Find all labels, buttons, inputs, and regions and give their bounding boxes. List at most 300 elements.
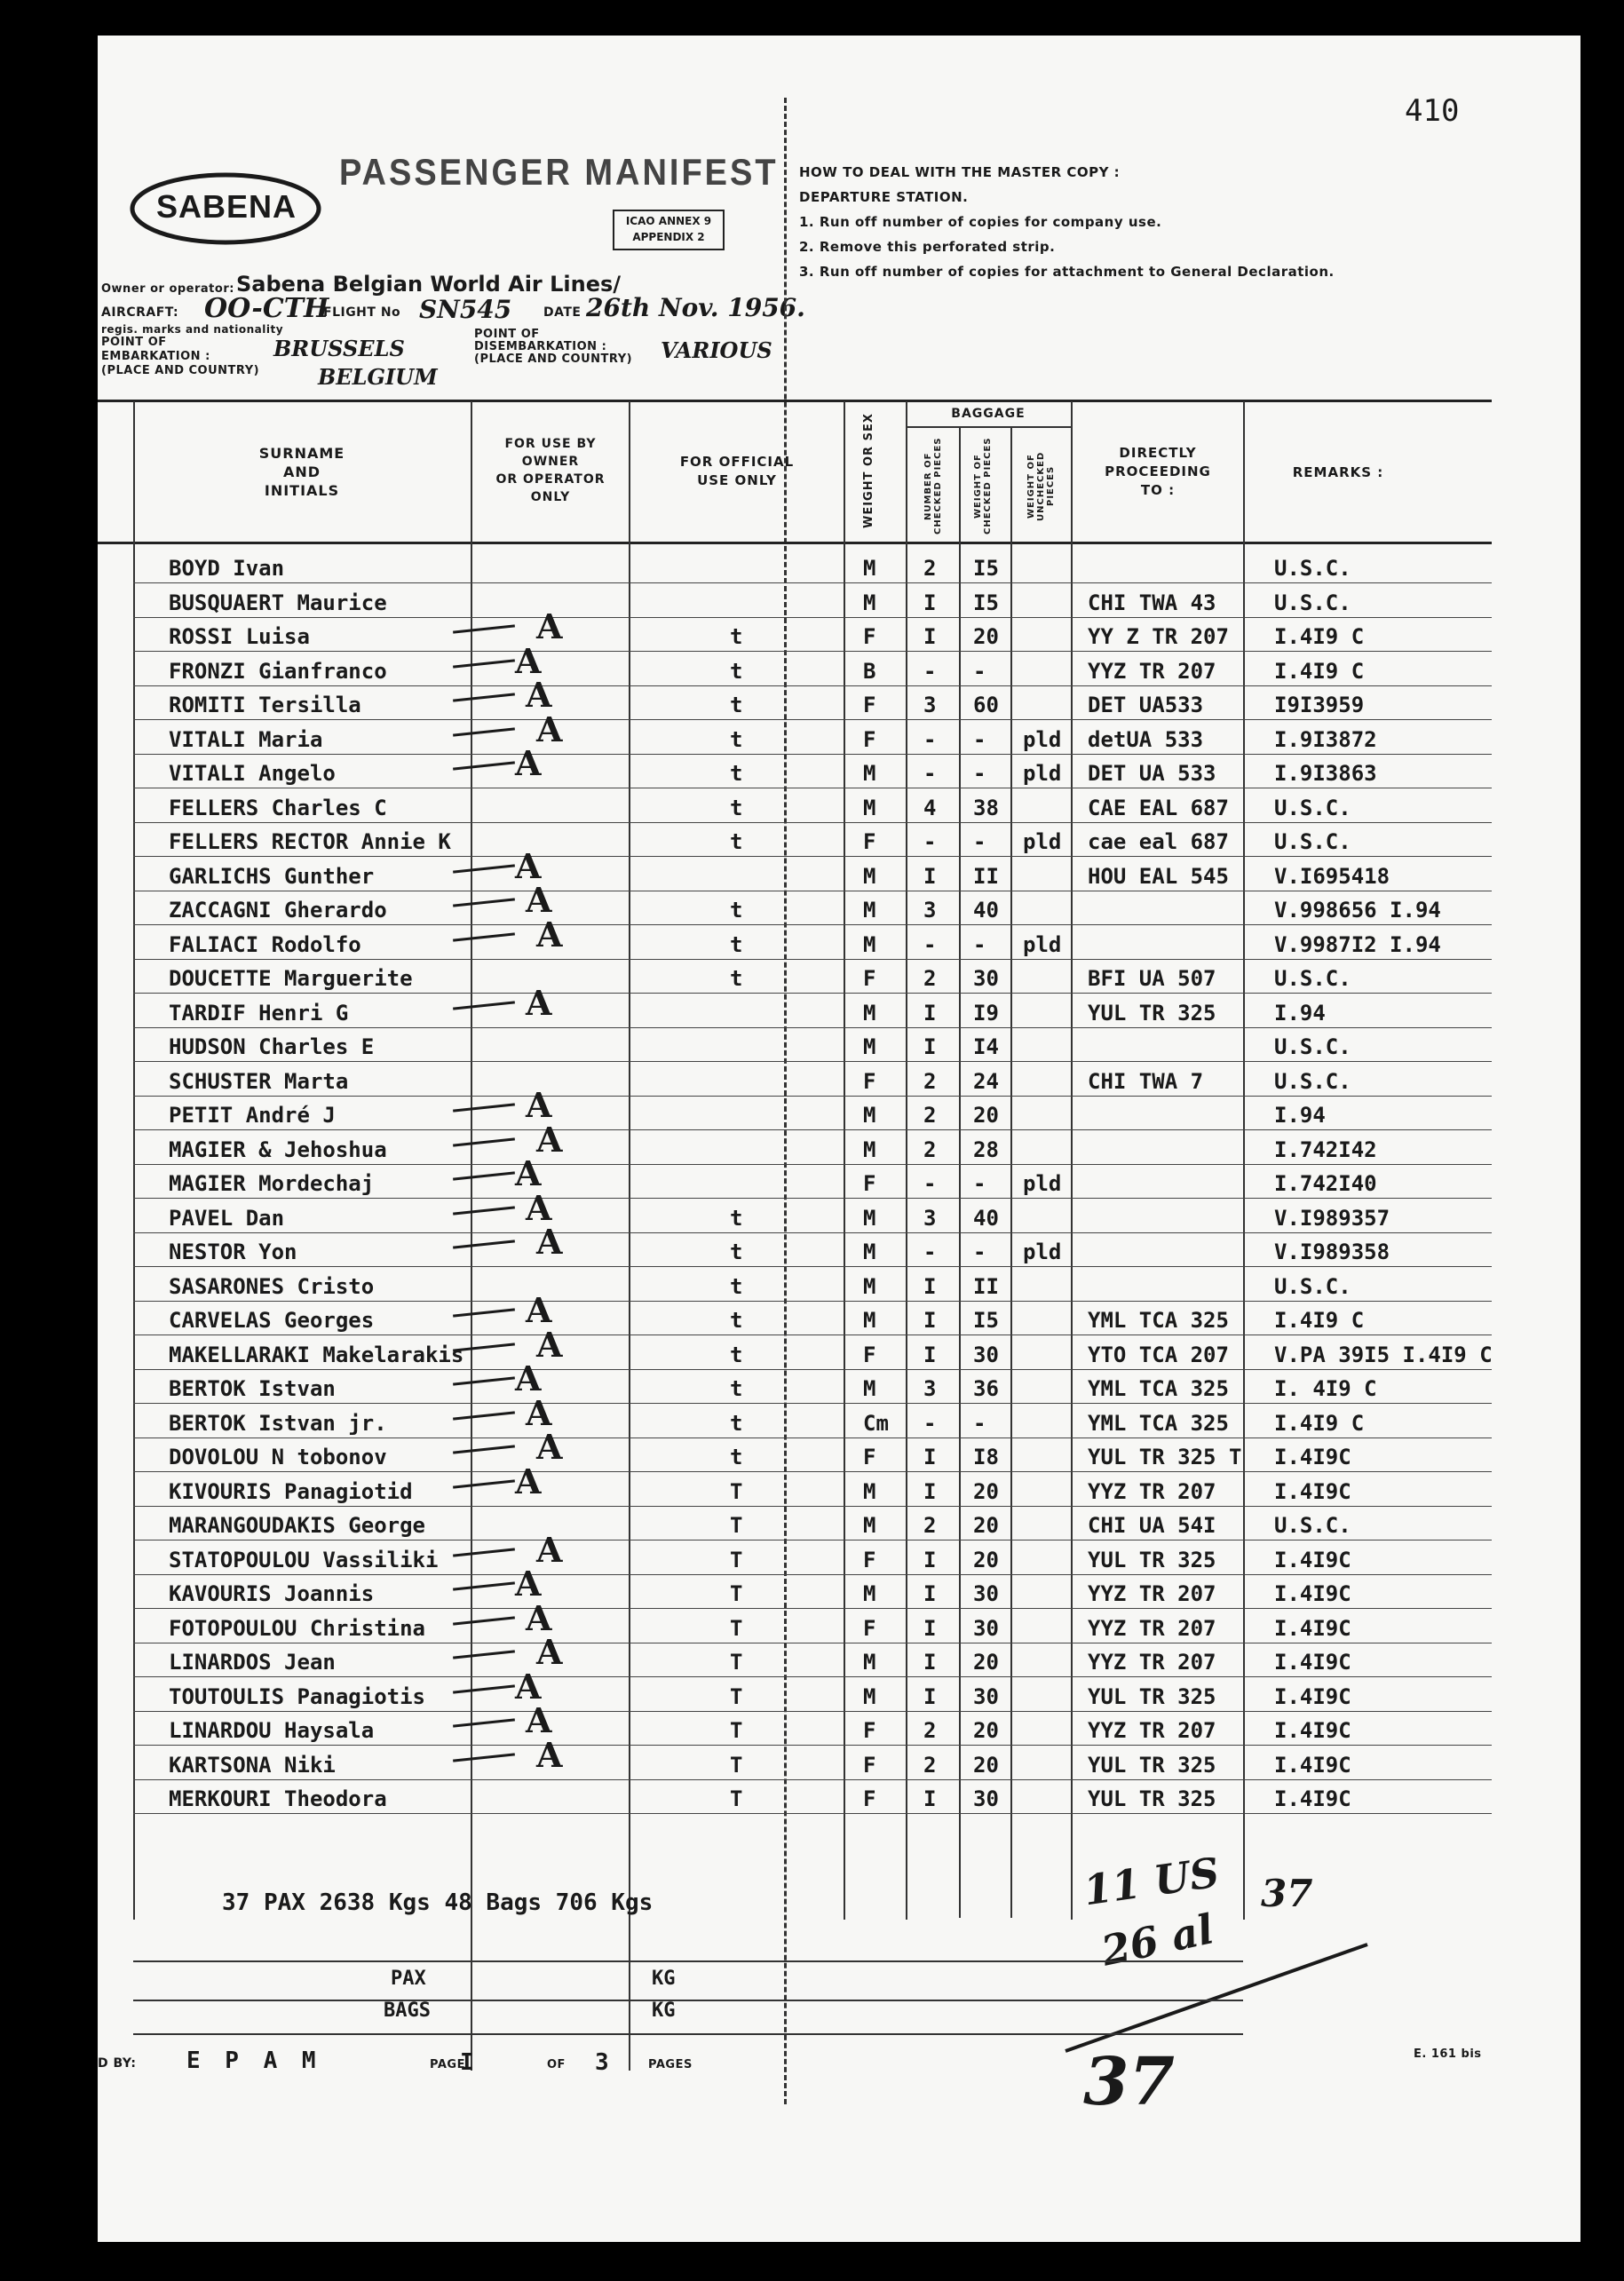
passenger-name: SCHUSTER Marta [169,1068,349,1094]
proceeding-to: YYZ TR 207 [1088,1650,1216,1675]
table-row [98,619,1483,653]
remarks: V.I989357 [1274,1205,1390,1231]
official-use-mark: t [730,1376,743,1401]
passenger-name: ZACCAGNI Gherardo [169,898,387,923]
handwritten-a-mark: A [526,1085,552,1125]
weight-or-sex: M [863,1034,876,1059]
proceeding-to: YUL TR 325 [1088,1000,1216,1026]
official-use-mark: t [730,1410,743,1436]
manifest-page [98,36,1580,2242]
weight-or-sex: M [863,1273,876,1299]
disembark-label [474,329,632,366]
checked-weight: 36 [973,1376,999,1401]
checked-weight: 30 [973,1342,999,1367]
row-rule [133,856,1492,857]
weight-or-sex: F [863,1752,876,1778]
handwritten-a-mark: A [515,1358,542,1398]
checked-weight: 20 [973,1752,999,1778]
official-use-mark: t [730,1205,743,1231]
unchecked-pieces: pld [1023,931,1062,957]
checked-weight: 30 [973,1615,999,1641]
row-rule [133,1676,1492,1677]
row-rule [133,617,1492,618]
official-use-mark: t [730,829,743,854]
weight-or-sex: M [863,1376,876,1401]
checked-pieces: I [923,1034,937,1059]
remarks: U.S.C. [1274,966,1351,991]
remarks: I9I3959 [1274,693,1365,717]
passenger-name: BUSQUAERT Maurice [169,590,387,615]
row-rule [133,1198,1492,1199]
checked-weight: II [973,1273,999,1299]
handwritten-a-mark: A [536,1324,563,1365]
official-use-mark: t [730,693,743,717]
table-row [98,1097,1483,1131]
passenger-name: DOUCETTE Marguerite [169,966,413,991]
remarks: V.I989358 [1274,1240,1390,1264]
handwritten-a-mark: A [526,982,552,1023]
table-row [98,687,1483,721]
table-row [98,1269,1483,1303]
handwritten-a-mark: A [536,1427,563,1467]
disembark-value: VARIOUS [661,337,772,363]
official-use-mark: T [730,1718,743,1743]
checked-weight: 30 [973,1683,999,1709]
row-rule [133,1096,1492,1097]
checked-pieces: 2 [923,1137,937,1162]
proceeding-to: detUA 533 [1088,726,1204,752]
handwritten-a-mark: A [526,1700,552,1740]
weight-or-sex: M [863,931,876,957]
checked-weight: 20 [973,1547,999,1572]
row-rule [133,1574,1492,1575]
weight-or-sex: M [863,1137,876,1162]
passenger-name: ROMITI Tersilla [169,693,361,717]
checked-weight: - [973,931,986,957]
weight-or-sex: M [863,795,876,820]
checked-pieces: 2 [923,556,937,581]
handwritten-a-mark: A [515,1461,542,1501]
totals-line: 37 PAX 2638 Kgs 48 Bags 706 Kgs [222,1889,654,1916]
handwritten-a-mark: A [526,1290,552,1330]
form-code: E. 161 bis [1414,2047,1482,2061]
weight-or-sex: M [863,1513,876,1538]
row-rule [133,685,1492,686]
passenger-name: MARANGOUDAKIS George [169,1513,425,1538]
baggage-rule [906,426,1071,428]
disembark-label-3: (PLACE AND COUNTRY) [474,352,633,366]
checked-pieces: I [923,1547,937,1572]
row-rule [133,1232,1492,1233]
handwritten-a-mark: A [536,1529,563,1570]
passenger-name: MERKOURI Theodora [169,1786,387,1811]
weight-or-sex: M [863,1478,876,1504]
weight-or-sex: M [863,556,876,581]
aircraft-value: OO-CTH [204,293,329,324]
remarks: I.9I3872 [1274,726,1377,752]
official-use-mark: t [730,898,743,923]
proceeding-to: YY Z TR 207 [1088,624,1229,649]
checked-weight: 60 [973,693,999,717]
col-weight-sex-header: WEIGHT OR SEX [862,413,875,528]
proceeding-to: YUL TR 325 T [1088,1445,1242,1469]
passenger-name: FRONZI Gianfranco [169,658,387,684]
checked-pieces: 2 [923,966,937,991]
row-rule [133,1813,1492,1814]
passenger-name: LINARDOU Haysala [169,1718,375,1743]
remarks: V.998656 I.94 [1274,898,1441,923]
row-rule [133,719,1492,720]
remarks: V.I695418 [1274,863,1390,889]
passenger-name: KAVOURIS Joannis [169,1581,375,1606]
logo-text: SABENA [155,188,297,225]
icao-box [613,210,725,250]
weight-or-sex: M [863,590,876,615]
passenger-name: TARDIF Henri G [169,1000,349,1026]
checked-weight: - [973,829,986,854]
checked-pieces: 2 [923,1718,937,1743]
table-row [98,1611,1483,1644]
row-rule [133,993,1492,994]
proceeding-to: YUL TR 325 [1088,1786,1216,1811]
checked-weight: II [973,863,999,889]
weight-or-sex: F [863,1786,876,1811]
checked-weight: - [973,658,986,684]
passenger-name: PAVEL Dan [169,1205,285,1231]
handwritten-a-mark: A [515,743,542,783]
row-rule [133,1471,1492,1472]
handwritten-a-mark: A [536,1632,563,1672]
official-use-mark: T [730,1615,743,1641]
proceeding-to: DET UA533 [1088,693,1204,717]
col-weight-unchecked-header: WEIGHT OF UNCHECKED PIECES [1026,451,1056,521]
official-use-mark: T [730,1478,743,1504]
remarks: I. 4I9 C [1274,1376,1377,1401]
table-row [98,790,1483,824]
checked-pieces: - [923,1410,937,1436]
weight-or-sex: F [863,1547,876,1572]
col-owner-header: FOR USE BY OWNER OR OPERATOR ONLY [495,437,606,504]
official-use-mark: t [730,1342,743,1367]
proceeding-to: HOU EAL 545 [1088,863,1229,889]
official-use-mark: t [730,624,743,649]
proceeding-to: YYZ TR 207 [1088,1718,1216,1743]
row-rule [133,582,1492,583]
table-row [98,1679,1483,1713]
passenger-name: NESTOR Yon [169,1240,297,1264]
proceeding-to: YYZ TR 207 [1088,1581,1216,1606]
official-use-mark: T [730,1513,743,1538]
table-row [98,1644,1483,1678]
handwritten-a-mark: A [536,914,563,954]
summary-rule [133,2033,1243,2035]
checked-pieces: - [923,1171,937,1196]
weight-or-sex: F [863,1171,876,1196]
table-row [98,824,1483,858]
row-rule [133,959,1492,960]
checked-weight: 30 [973,1786,999,1811]
row-rule [133,651,1492,652]
checked-pieces: - [923,931,937,957]
passenger-name: GARLICHS Gunther [169,863,375,889]
weight-or-sex: F [863,1068,876,1094]
hand-strike-line [1057,1936,1376,2060]
footer-pages-label: PAGES [648,2058,693,2071]
official-use-mark: T [730,1547,743,1572]
instruction-1: 1. Run off number of copies for company use. [799,214,1162,230]
checked-weight: - [973,726,986,752]
checked-pieces: 2 [923,1513,937,1538]
passenger-name: STATOPOULOU Vassiliki [169,1547,439,1572]
checked-pieces: - [923,829,937,854]
checked-pieces: I [923,1273,937,1299]
remarks: I.4I9C [1274,1718,1351,1743]
page-number: 410 [1405,93,1460,129]
checked-pieces: I [923,1342,937,1367]
remarks: I.4I9C [1274,1615,1351,1641]
row-rule [133,1403,1492,1404]
proceeding-to: YML TCA 325 [1088,1410,1229,1436]
checked-pieces: 2 [923,1752,937,1778]
row-rule [133,1301,1492,1302]
proceeding-to: YUL TR 325 [1088,1752,1216,1778]
row-rule [133,1608,1492,1609]
passenger-name: BERTOK Istvan jr. [169,1410,387,1436]
table-row [98,859,1483,892]
passenger-name: VITALI Angelo [169,761,336,786]
hand-total-al: 26 al [1097,1905,1218,1976]
embark-label-2: EMBARKATION : [101,350,210,363]
checked-pieces: 3 [923,693,937,717]
remarks: U.S.C. [1274,1034,1351,1059]
remarks: U.S.C. [1274,1068,1351,1094]
official-use-mark: t [730,1445,743,1469]
flight-label: FLIGHT No [323,305,401,320]
disembark-label-1: POINT OF [474,328,540,341]
checked-pieces: I [923,1000,937,1026]
weight-or-sex: B [863,658,876,684]
weight-or-sex: F [863,1445,876,1469]
proceeding-to: CHI TWA 43 [1088,590,1216,615]
handwritten-a-mark: A [526,675,552,715]
remarks: I.4I9 C [1274,1410,1365,1436]
handwritten-a-mark: A [515,1666,542,1707]
weight-or-sex: F [863,829,876,854]
table-row [98,1029,1483,1063]
weight-or-sex: F [863,1615,876,1641]
instruction-heading: HOW TO DEAL WITH THE MASTER COPY : [799,164,1121,180]
row-rule [133,1164,1492,1165]
weight-or-sex: M [863,863,876,889]
weight-or-sex: M [863,1650,876,1675]
footer-page-label: PAGE [430,2058,465,2071]
official-use-mark: t [730,966,743,991]
table-top-rule [98,400,1492,402]
official-use-mark: T [730,1786,743,1811]
table-row [98,1713,1483,1746]
checked-weight: 20 [973,1513,999,1538]
row-rule [133,1506,1492,1507]
checked-pieces: I [923,863,937,889]
table-row [98,1132,1483,1166]
remarks: I.4I9 C [1274,624,1365,649]
handwritten-a-mark: A [536,1222,563,1262]
checked-pieces: I [923,590,937,615]
proceeding-to: YYZ TR 207 [1088,1615,1216,1641]
passenger-name: KIVOURIS Panagiotid [169,1478,413,1504]
row-rule [133,924,1492,925]
table-row [98,1064,1483,1097]
checked-pieces: - [923,726,937,752]
table-row [98,1166,1483,1200]
remarks: U.S.C. [1274,556,1351,581]
summary-pax-kg: KG [652,1968,676,1990]
checked-pieces: I [923,1478,937,1504]
official-use-mark: t [730,1308,743,1333]
row-rule [133,1061,1492,1062]
remarks: I.4I9C [1274,1547,1351,1572]
checked-pieces: I [923,1615,937,1641]
checked-weight: 20 [973,1650,999,1675]
weight-or-sex: F [863,1718,876,1743]
row-rule [133,1779,1492,1780]
footer-by-label: D BY: [98,2056,137,2071]
table-row [98,1474,1483,1508]
flight-value: SN545 [419,295,512,324]
instruction-3: 3. Run off number of copies for attachment to General Declaration. [799,264,1335,280]
col-surname-header: SURNAME AND INITIALS [258,445,345,499]
handwritten-a-mark: A [536,1119,563,1160]
remarks: U.S.C. [1274,590,1351,615]
page-title: PASSENGER MANIFEST [339,152,779,194]
unchecked-pieces: pld [1023,726,1062,752]
checked-pieces: 3 [923,898,937,923]
weight-or-sex: M [863,1103,876,1128]
table-row [98,1371,1483,1405]
table-row [98,756,1483,789]
checked-weight: I5 [973,590,999,615]
icao-line-1: ICAO ANNEX 9 [625,215,712,227]
proceeding-to: BFI UA 507 [1088,966,1216,991]
passenger-name: CARVELAS Georges [169,1308,375,1333]
disembark-label-2: DISEMBARKATION : [474,340,607,353]
passenger-name: FALIACI Rodolfo [169,931,361,957]
weight-or-sex: F [863,966,876,991]
hand-total-37a: 37 [1261,1872,1313,1915]
official-use-mark: t [730,726,743,752]
col-num-checked-header: NUMBER OF CHECKED PIECES [923,437,943,535]
handwritten-a-mark: A [526,1392,552,1433]
checked-weight: 40 [973,898,999,923]
checked-pieces: I [923,1581,937,1606]
instructions [799,160,1335,284]
row-rule [133,1369,1492,1370]
passenger-name: FELLERS Charles C [169,795,387,820]
table-row [98,1234,1483,1268]
checked-pieces: I [923,1683,937,1709]
weight-or-sex: M [863,898,876,923]
col-weight-checked-header: WEIGHT OF CHECKED PIECES [973,437,993,535]
table-header-rule [98,542,1492,544]
remarks: U.S.C. [1274,1513,1351,1538]
handwritten-a-mark: A [536,606,563,646]
passenger-name: ROSSI Luisa [169,624,310,649]
checked-weight: I5 [973,556,999,581]
operator-value: Sabena Belgian World Air Lines/ [236,272,622,297]
checked-weight: 38 [973,795,999,820]
remarks: I.4I9C [1274,1683,1351,1709]
handwritten-a-mark: A [536,1734,563,1775]
handwritten-a-mark: A [536,709,563,749]
summary-rule [133,1960,1243,1962]
passenger-name: MAGIER & Jehoshua [169,1137,387,1162]
checked-weight: 20 [973,1478,999,1504]
handwritten-a-mark: A [515,1153,542,1193]
official-use-mark: t [730,1273,743,1299]
col-official-header: FOR OFFICIAL USE ONLY [679,454,795,488]
instruction-station: DEPARTURE STATION. [799,189,969,205]
weight-or-sex: M [863,1000,876,1026]
official-use-mark: t [730,795,743,820]
embark-label-3: (PLACE AND COUNTRY) [101,364,260,377]
unchecked-pieces: pld [1023,761,1062,786]
checked-weight: I5 [973,1308,999,1333]
hand-total-us: 11 US [1080,1848,1223,1915]
official-use-mark: T [730,1752,743,1778]
weight-or-sex: F [863,726,876,752]
embark-label [101,336,259,378]
proceeding-to: CHI TWA 7 [1088,1068,1204,1094]
table-row [98,1747,1483,1781]
proceeding-to: YUL TR 325 [1088,1547,1216,1572]
passenger-name: BERTOK Istvan [169,1376,336,1401]
summary-rule [133,2000,1243,2001]
checked-pieces: - [923,1240,937,1264]
remarks: I.94 [1274,1000,1326,1026]
passenger-name: DOVOLOU N tobonov [169,1445,387,1469]
checked-weight: - [973,1240,986,1264]
aircraft-sub-label: regis. marks and nationality [101,323,284,336]
checked-pieces: - [923,658,937,684]
table-row [98,653,1483,687]
table-row [98,722,1483,756]
weight-or-sex: M [863,1581,876,1606]
embark-country: BELGIUM [318,364,438,390]
proceeding-to: cae eal 687 [1088,829,1229,854]
proceeding-to: YYZ TR 207 [1088,1478,1216,1504]
passenger-name: MAGIER Mordechaj [169,1171,375,1196]
row-rule [133,1266,1492,1267]
aircraft-label: AIRCRAFT: [101,305,179,320]
checked-weight: 30 [973,966,999,991]
row-rule [133,1129,1492,1130]
checked-weight: - [973,761,986,786]
table-row [98,1439,1483,1473]
checked-pieces: I [923,624,937,649]
weight-or-sex: M [863,1308,876,1333]
checked-pieces: 4 [923,795,937,820]
remarks: I.4I9C [1274,1445,1351,1469]
proceeding-to: CHI UA 54I [1088,1513,1216,1538]
table-row [98,1542,1483,1576]
remarks: I.4I9C [1274,1478,1351,1504]
weight-or-sex: M [863,761,876,786]
official-use-mark: T [730,1683,743,1709]
passenger-name: LINARDOS Jean [169,1650,336,1675]
footer-of-label: OF [547,2058,566,2071]
remarks: U.S.C. [1274,829,1351,854]
footer-page-value: I [460,2049,474,2076]
